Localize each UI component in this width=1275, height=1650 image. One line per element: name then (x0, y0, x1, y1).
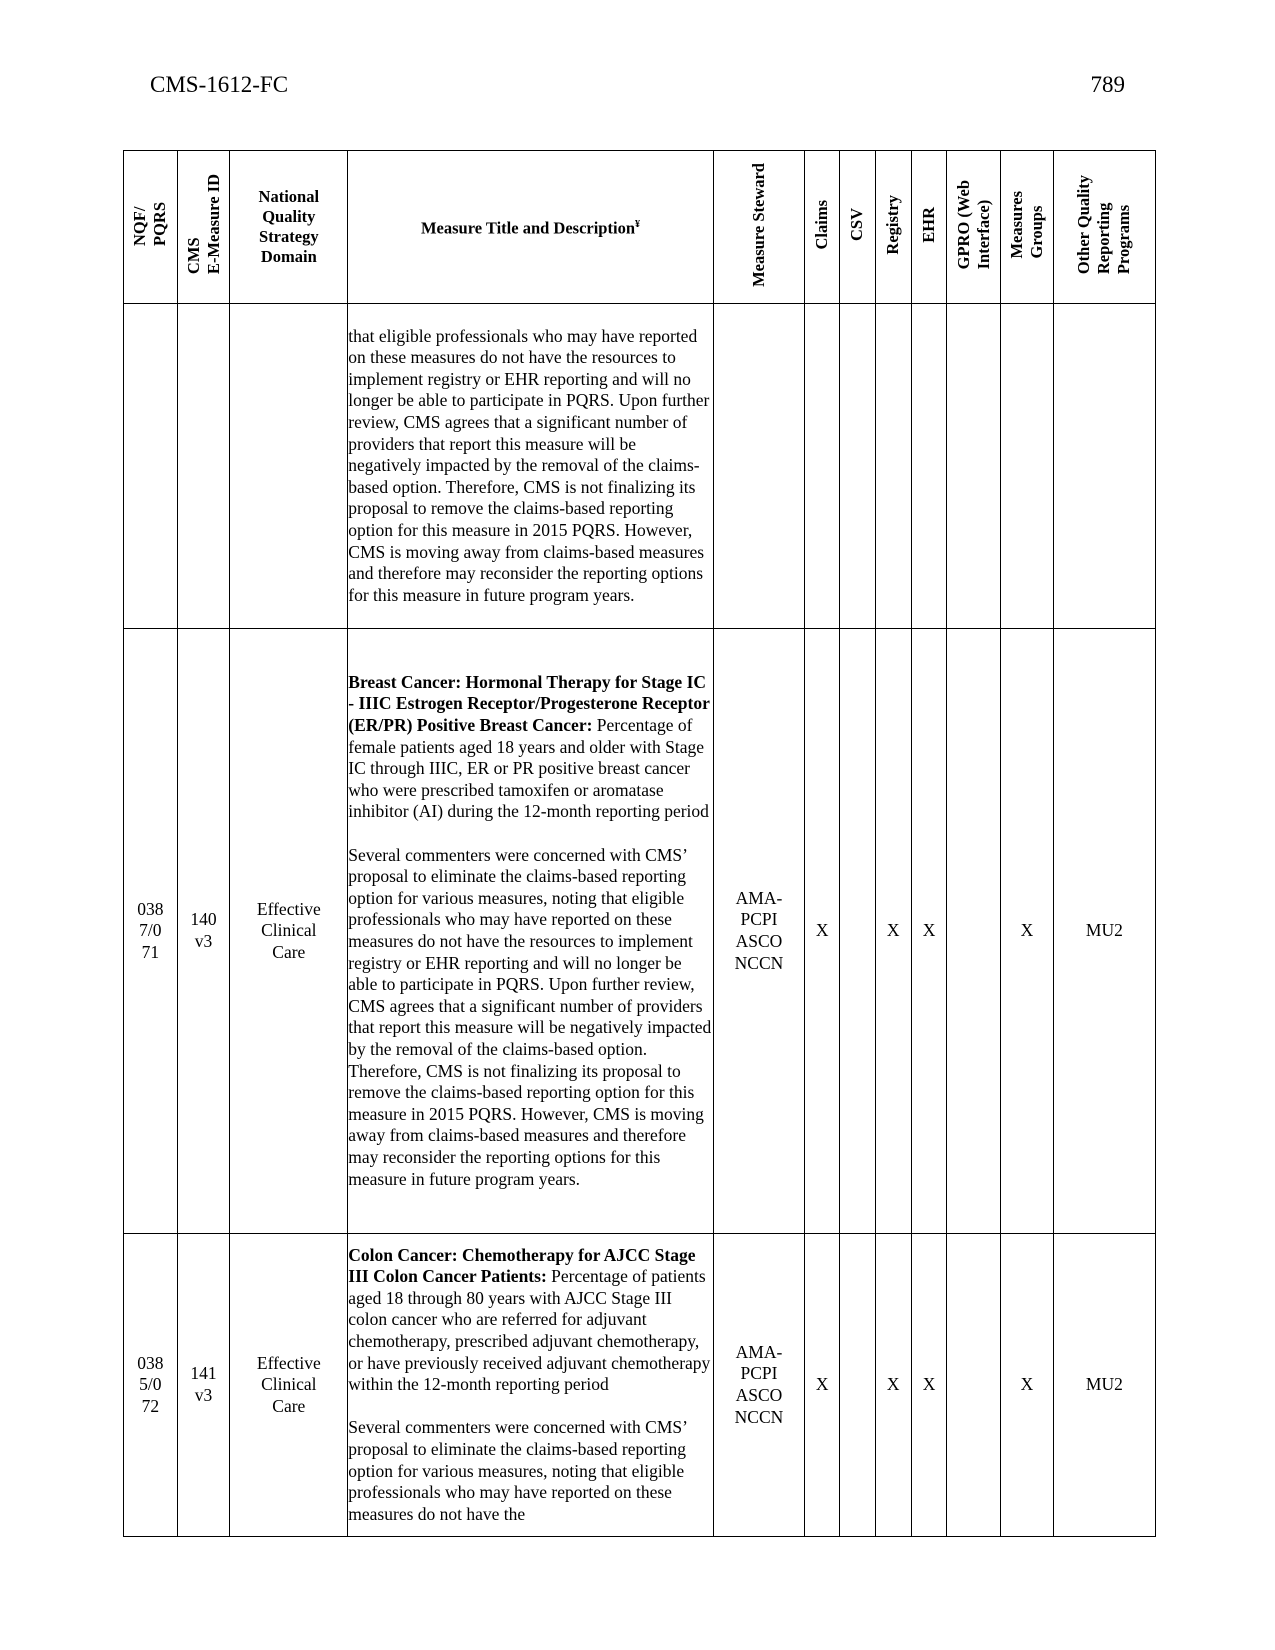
csv-cell (840, 304, 876, 629)
column-header-measures-groups (1001, 151, 1054, 304)
groups-label-line1: Measures (1006, 190, 1026, 259)
claims-cell: X (805, 1234, 840, 1537)
measure-title: Colon Cancer: Chemotherapy for AJCC Stage III Colon Cancer Patients: (348, 1244, 696, 1287)
steward-label: Measure Steward (748, 162, 768, 287)
other-programs-cell (1053, 304, 1155, 629)
domain-cell: Effective Clinical Care (230, 1234, 348, 1537)
nqf-cell (124, 304, 178, 629)
measure-description: Percentage of female patients aged 18 years and older with Stage IC through IIIC, ER or PR positive breast cancer who were prescribed tamoxifen or aromatase inhibitor (AI) during the 12-month reporting period (348, 715, 709, 822)
domain-cell (230, 304, 348, 629)
steward-cell (713, 304, 805, 629)
csv-cell (840, 629, 876, 1234)
claims-cell: X (805, 629, 840, 1234)
column-header-cms-emeasure-id (177, 151, 230, 304)
table-row (124, 629, 1156, 1234)
domain-label-line: Strategy (259, 227, 319, 246)
nqf-cell: 038 7/0 71 (124, 629, 178, 1234)
domain-label-line: National (258, 187, 320, 206)
csv-label: CSV (847, 207, 867, 241)
measure-description-cell (348, 1234, 713, 1537)
column-header-measure-steward (713, 151, 805, 304)
measure-comment: Several commenters were concerned with CMS’ proposal to eliminate the claims-based reporting option for various measures, noting that eligible professionals who may have reported on these measures do not have the (348, 1417, 687, 1524)
measure-comment: Several commenters were concerned with CMS’ proposal to eliminate the claims-based reporting option for various measures, noting that eligible professionals who may have reported on these measures do not have the resources to implement registry or EHR reporting and will no longer be able to participate in PQRS. Upon further review, CMS agrees that a significant number of providers that report this measure will be negatively impacted by the removal of the claims-based option. Therefore, CMS is not finalizing its proposal to remove the claims-based reporting option for this measure in 2015 PQRS. However, CMS is moving away from claims-based measures and therefore may reconsider the reporting options for this measure in future program years. (348, 844, 712, 1189)
other-programs-cell: MU2 (1053, 629, 1155, 1234)
domain-cell: Effective Clinical Care (230, 629, 348, 1234)
document-id: CMS-1612-FC (150, 72, 289, 97)
column-header-ehr (911, 151, 947, 304)
csv-cell (840, 1234, 876, 1537)
gpro-label-line2: Interface) (973, 199, 993, 270)
cms-label-line2: E-Measure ID (203, 174, 223, 275)
nqf-cell: 038 5/0 72 (124, 1234, 178, 1537)
cms-id-cell: 140 v3 (177, 629, 230, 1234)
column-header-claims (805, 151, 840, 304)
registry-cell: X (875, 629, 911, 1234)
table-header-row (124, 151, 1156, 304)
column-header-other-programs (1053, 151, 1155, 304)
gpro-cell (947, 629, 1001, 1234)
domain-label-line: Domain (260, 247, 317, 266)
measure-title-description (348, 672, 712, 823)
column-header-gpro (947, 151, 1001, 304)
gpro-cell (947, 304, 1001, 629)
gpro-label-line1: GPRO (Web (953, 179, 973, 270)
measures-groups-cell: X (1001, 1234, 1054, 1537)
steward-cell: AMA- PCPI ASCO NCCN (713, 1234, 805, 1537)
gpro-cell (947, 1234, 1001, 1537)
cms-id-cell (177, 304, 230, 629)
other-label-line3: Programs (1114, 204, 1134, 275)
column-header-domain (230, 151, 348, 304)
claims-label: Claims (812, 199, 832, 250)
cms-label-line1: CMS (183, 237, 203, 275)
other-label-line2: Reporting (1094, 202, 1114, 275)
other-programs-cell: MU2 (1053, 1234, 1155, 1537)
nqf-label-line2: PQRS (150, 202, 170, 247)
measure-description: Percentage of patients aged 18 through 80 years with AJCC Stage III colon cancer who are referred for adjuvant chemotherapy, prescribed adjuvant chemotherapy, or have previously received adjuvant chemotherapy within the 12-month reporting period (348, 1266, 711, 1395)
measures-groups-cell (1001, 304, 1054, 629)
registry-label: Registry (883, 194, 903, 255)
column-header-csv (840, 151, 876, 304)
page-number: 789 (1090, 72, 1125, 97)
registry-cell (875, 304, 911, 629)
table-row-continuation (124, 304, 1156, 629)
measure-title-description (348, 1245, 712, 1396)
cms-id-cell: 141 v3 (177, 1234, 230, 1537)
measure-description-cell (348, 629, 713, 1234)
measures-table (123, 150, 1156, 1537)
groups-label-line2: Groups (1026, 205, 1046, 259)
other-label-line1: Other Quality (1074, 174, 1094, 275)
ehr-cell (911, 304, 947, 629)
ehr-cell: X (911, 1234, 947, 1537)
measure-title: Breast Cancer: Hormonal Therapy for Stage IC - IIIC Estrogen Receptor/Progesterone Receptor (ER/PR) Positive Breast Cancer: (348, 671, 710, 736)
column-header-nqf-pqrs (124, 151, 178, 304)
table-row (124, 1234, 1156, 1537)
measures-groups-cell: X (1001, 629, 1054, 1234)
measure-title-label: Measure Title and Description (420, 218, 635, 238)
page-header (150, 72, 1125, 112)
continuation-text: that eligible professionals who may have reported on these measures do not have the resources to implement registry or EHR reporting and will no longer be able to participate in PQRS. Upon further review, CMS agrees that a significant number of providers that report this measure will be negatively impacted by the removal of the claims-based option. Therefore, CMS is not finalizing its proposal to remove the claims-based reporting option for this measure in 2015 PQRS. However, CMS is moving away from claims-based measures and therefore may reconsider the reporting options for this measure in future program years. (348, 325, 710, 605)
column-header-registry (875, 151, 911, 304)
registry-cell: X (875, 1234, 911, 1537)
claims-cell (805, 304, 840, 629)
domain-label-line: Quality (262, 207, 316, 226)
nqf-label-line1: NQF/ (130, 207, 150, 247)
footnote-mark: ¥ (635, 219, 640, 231)
measure-description-cell (348, 304, 713, 629)
steward-cell: AMA- PCPI ASCO NCCN (713, 629, 805, 1234)
column-header-measure-title (348, 151, 713, 304)
ehr-cell: X (911, 629, 947, 1234)
ehr-label: EHR (919, 206, 939, 243)
